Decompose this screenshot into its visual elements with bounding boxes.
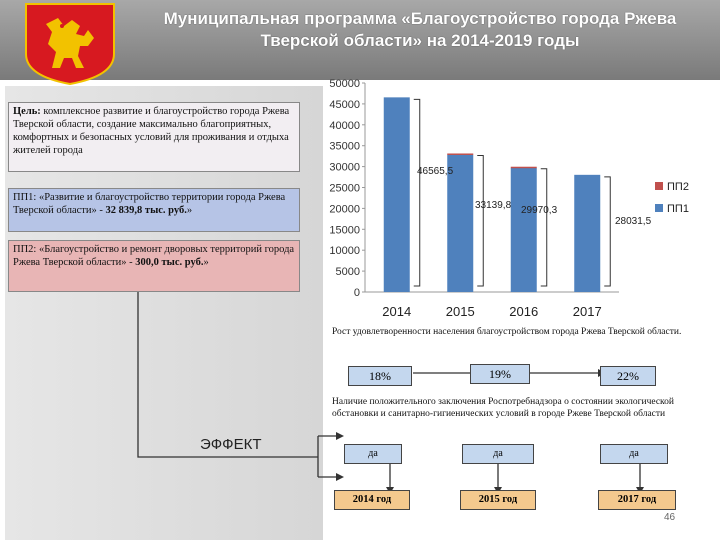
x-tick-label: 2015 xyxy=(445,304,475,319)
bracket-2017 xyxy=(604,177,610,286)
y-tick-label: 40000 xyxy=(329,119,360,132)
data-label-2016: 29970,3 xyxy=(521,205,558,216)
y-tick-label: 15000 xyxy=(329,224,360,237)
legend-swatch-ПП1 xyxy=(655,204,663,212)
subprogram-1-text: ПП1: «Развитие и благоустройство территории города Ржева Тверской области» - xyxy=(13,192,286,216)
subprogram-1-amount: 32 839,8 тыс. руб. xyxy=(105,205,187,216)
y-tick-label: 10000 xyxy=(329,245,360,258)
x-tick-label: 2017 xyxy=(572,304,602,319)
y-tick-label: 35000 xyxy=(329,140,360,153)
bar-pp2-2016 xyxy=(511,167,537,169)
bar-chart xyxy=(325,78,720,324)
y-tick-label: 50000 xyxy=(329,78,360,90)
effect-label: ЭФФЕКТ xyxy=(200,436,262,453)
bracket-2014 xyxy=(414,99,420,286)
percent-2014: 18% xyxy=(348,366,412,386)
bracket-2015 xyxy=(477,155,483,286)
subprogram-2-tail: » xyxy=(203,257,209,268)
y-tick-label: 45000 xyxy=(329,98,360,111)
bar-pp1-2016 xyxy=(511,168,537,292)
yes-2015: да xyxy=(462,444,534,464)
yes-2017: да xyxy=(600,444,668,464)
bar-pp1-2014 xyxy=(384,97,410,292)
legend-swatch-ПП2 xyxy=(655,182,663,190)
goal-label: Цель: xyxy=(13,106,41,117)
y-tick-label: 25000 xyxy=(329,182,360,195)
y-tick-label: 5000 xyxy=(335,266,360,279)
bracket-2016 xyxy=(541,169,547,286)
legend-label-ПП1: ПП1 xyxy=(667,203,689,215)
data-label-2015: 33139,8 xyxy=(475,200,512,211)
data-label-2017: 28031,5 xyxy=(615,216,652,227)
y-tick-label: 20000 xyxy=(329,203,360,216)
year-2014: 2014 год xyxy=(334,490,410,510)
subprogram-2-amount: 300,0 тыс. руб. xyxy=(135,257,204,268)
percent-2016: 22% xyxy=(600,366,656,386)
y-tick-label: 0 xyxy=(353,287,360,299)
data-label-2014: 46565,5 xyxy=(417,166,454,177)
subprogram-2-text: ПП2: «Благоустройство и ремонт дворовых территорий города Ржева Тверской области» - xyxy=(13,244,295,268)
y-tick-label: 30000 xyxy=(329,161,360,174)
conclusion-text: Наличие положительного заключения Роспотребнадзора о состоянии экологической обстановки и санитарно-гигиенических условий в городе Ржеве Тверской области xyxy=(332,397,674,419)
x-tick-label: 2016 xyxy=(509,304,539,319)
page-title: Муниципальная программа «Благоустройство города Ржева Тверской области» на 2014-2019 годы xyxy=(163,9,677,50)
subprogram-1-tail: » xyxy=(186,205,193,216)
legend-label-ПП2: ПП2 xyxy=(667,181,689,193)
yes-2014: да xyxy=(344,444,402,464)
percent-2015: 19% xyxy=(470,364,530,384)
year-2017: 2017 год xyxy=(598,490,676,510)
x-tick-label: 2014 xyxy=(382,304,412,319)
bar-pp2-2015 xyxy=(447,153,473,155)
goal-text: комплексное развитие и благоустройство города Ржева Тверской области, создание максимально благоприятных, комфортных и безопасных условий для проживания и отдыха жителей города xyxy=(13,106,290,156)
year-2015: 2015 год xyxy=(460,490,536,510)
bar-pp1-2017 xyxy=(574,175,600,292)
page-number: 46 xyxy=(664,512,676,523)
satisfaction-text: Рост удовлетворенности населения благоустройством города Ржева Тверской области. xyxy=(332,327,682,337)
